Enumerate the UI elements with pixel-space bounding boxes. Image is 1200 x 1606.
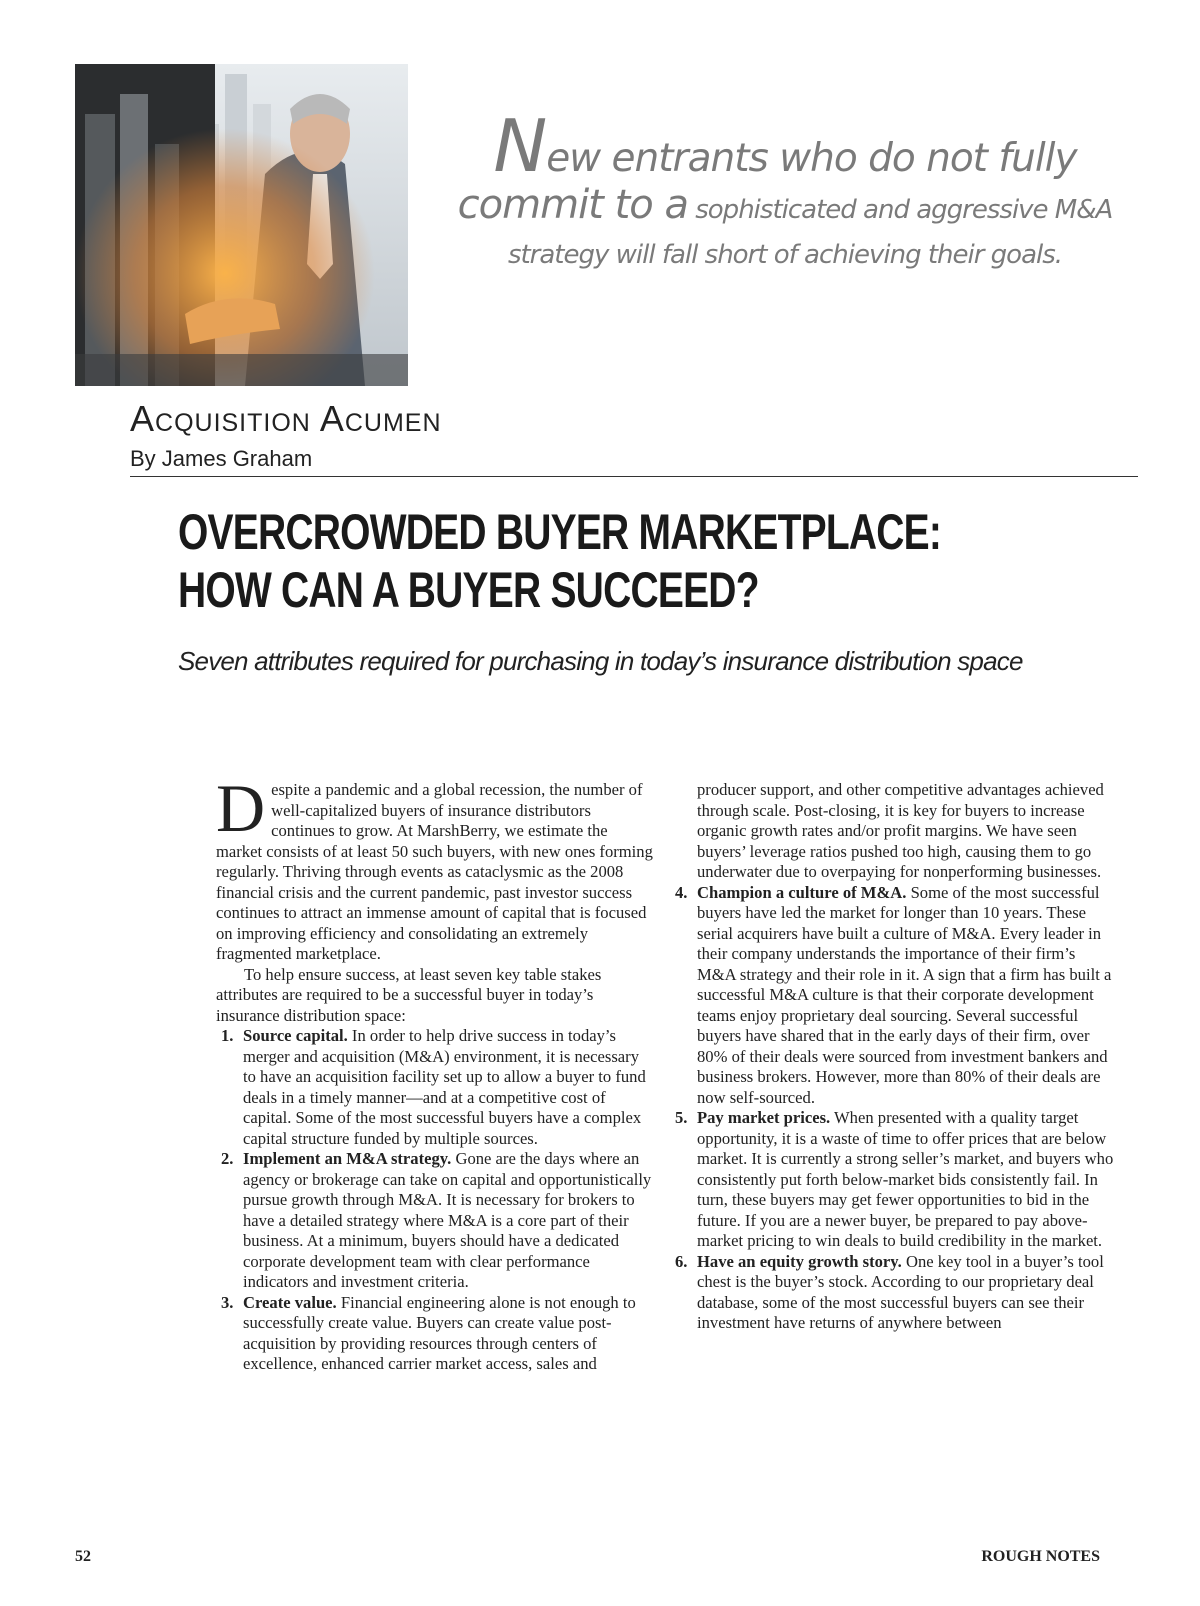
- list-item-lead: Source capital.: [243, 1026, 348, 1045]
- list-number: 5.: [675, 1108, 688, 1127]
- list-item: [216, 1026, 654, 1149]
- list-item: [675, 1251, 1117, 1334]
- list-number: 6.: [675, 1251, 688, 1271]
- list-item-text: One key tool in a buyer’s tool chest is the buyer’s stock. According to our proprietary deal database, some of the most successful buyers can see their investment have returns of anywhere between: [697, 1251, 1104, 1332]
- list-number: 2.: [221, 1149, 234, 1168]
- pull-quote-line1: ew entrants who do not fully: [546, 136, 1077, 181]
- handshake-cityscape-icon: [75, 64, 408, 386]
- list-item: [216, 1149, 654, 1293]
- article-column-right: [675, 780, 1117, 1334]
- list-number: 4.: [675, 882, 688, 902]
- list-item: [675, 1108, 1117, 1252]
- list-item-lead: Pay market prices.: [697, 1108, 831, 1127]
- intro-paragraph: [216, 770, 654, 965]
- divider: [130, 476, 1138, 477]
- handshake-photo: [75, 64, 408, 386]
- headline-line2: HOW CAN A BUYER SUCCEED?: [178, 562, 759, 618]
- continuation-paragraph: producer support, and other competitive advantages achieved through scale. Post-closing, it is key for buyers to increase organic growth rates and/or profit margins. We have seen buyers’ leverage ratios pushed too high, causing them to go underwater due to overpaying for nonperforming businesses.: [697, 780, 1104, 881]
- list-item-lead: Implement an M&A strategy.: [243, 1149, 452, 1168]
- paragraph: To help ensure success, at least seven key table stakes attributes are required to be a successful buyer in today’s insurance distribution space:: [216, 964, 602, 1025]
- list-item-text: In order to help drive success in today’s merger and acquisition (M&A) environment, it is necessary to have an acquisition facility set up to allow a buyer to fund deals in a timely manner—and at a competitive cost of capital. Some of the most successful buyers have a complex capital structure funded by multiple sources.: [243, 1026, 646, 1148]
- pull-quote-initial: N: [493, 104, 547, 188]
- list-item-lead: Champion a culture of M&A.: [697, 882, 907, 902]
- list-number: 1.: [221, 1026, 234, 1045]
- list-item-lead: Create value.: [243, 1292, 337, 1312]
- byline: By James Graham: [130, 446, 313, 471]
- list-item-text: Gone are the days where an agency or brokerage can take on capital and opportunistically pursue growth through M&A. It is necessary for brokers to have a detailed strategy where M&A is a core part of their business. At a minimum, buyers should have a dedicated corporate development team with clear performance indicators and investment criteria.: [243, 1149, 652, 1291]
- section-title: Acquisition Acumen: [130, 398, 442, 439]
- list-item-text: When presented with a quality target opportunity, it is a waste of time to offer prices that are below market. It is currently a strong seller’s market, and buyers who consistently put forth below-market bids consistently fail. In turn, these buyers may get fewer opportunities to bid in the future. If you are a newer buyer, be prepared to pay above-market pricing to win deals to build credibility in the market.: [697, 1108, 1114, 1250]
- subhead: Seven attributes required for purchasing in today’s insurance distribution space: [178, 646, 1023, 676]
- drop-cap: D: [216, 770, 266, 846]
- list-item-lead: Have an equity growth story.: [697, 1251, 902, 1271]
- pull-quote-line2: sophisticated and aggressive M&A: [687, 195, 1113, 225]
- article-column-left: [216, 770, 654, 1375]
- pull-quote-line2-emphasis: commit to a: [457, 182, 688, 228]
- pull-quote: [430, 104, 1140, 278]
- headline-line1: OVERCROWDED BUYER MARKETPLACE:: [178, 504, 942, 560]
- headline: [178, 503, 941, 619]
- pull-quote-line3: strategy will fall short of achieving their goals.: [507, 240, 1063, 270]
- magazine-name: ROUGH NOTES: [981, 1548, 1100, 1565]
- list-item: [216, 1293, 654, 1375]
- list-number: 3.: [221, 1292, 234, 1312]
- list-item-text: Financial engineering alone is not enough to successfully create value. Buyers can create value post-acquisition by providing resources through centers of excellence, enhanced carrier market access, sales and: [243, 1292, 636, 1373]
- intro-text: espite a pandemic and a global recession, the number of well-capitalized buyers of insurance distributors continues to grow. At MarshBerry, we estimate the market consists of at least 50 such buyers, with new ones forming regularly. Thriving through events as cataclysmic as the 2008 financial crisis and the current pandemic, past investor success continues to attract an immense amount of capital that is focused on improving efficiency and consolidating an extremely fragmented marketplace.: [216, 780, 653, 963]
- list-item-text: Some of the most successful buyers have led the market for longer than 10 years. These serial acquirers have built a culture of M&A. Every leader in their company understands the importance of their firm’s M&A strategy and their role in it. A sign that a firm has built a successful M&A culture is that their corporate development teams enjoy proprietary deal sourcing. Several successful buyers have shared that in the early days of their firm, over 80% of their deals were sourced from investment bankers and business brokers. However, more than 80% of their deals are now self-sourced.: [697, 882, 1112, 1107]
- page-number: 52: [75, 1548, 91, 1565]
- list-item: [675, 882, 1117, 1109]
